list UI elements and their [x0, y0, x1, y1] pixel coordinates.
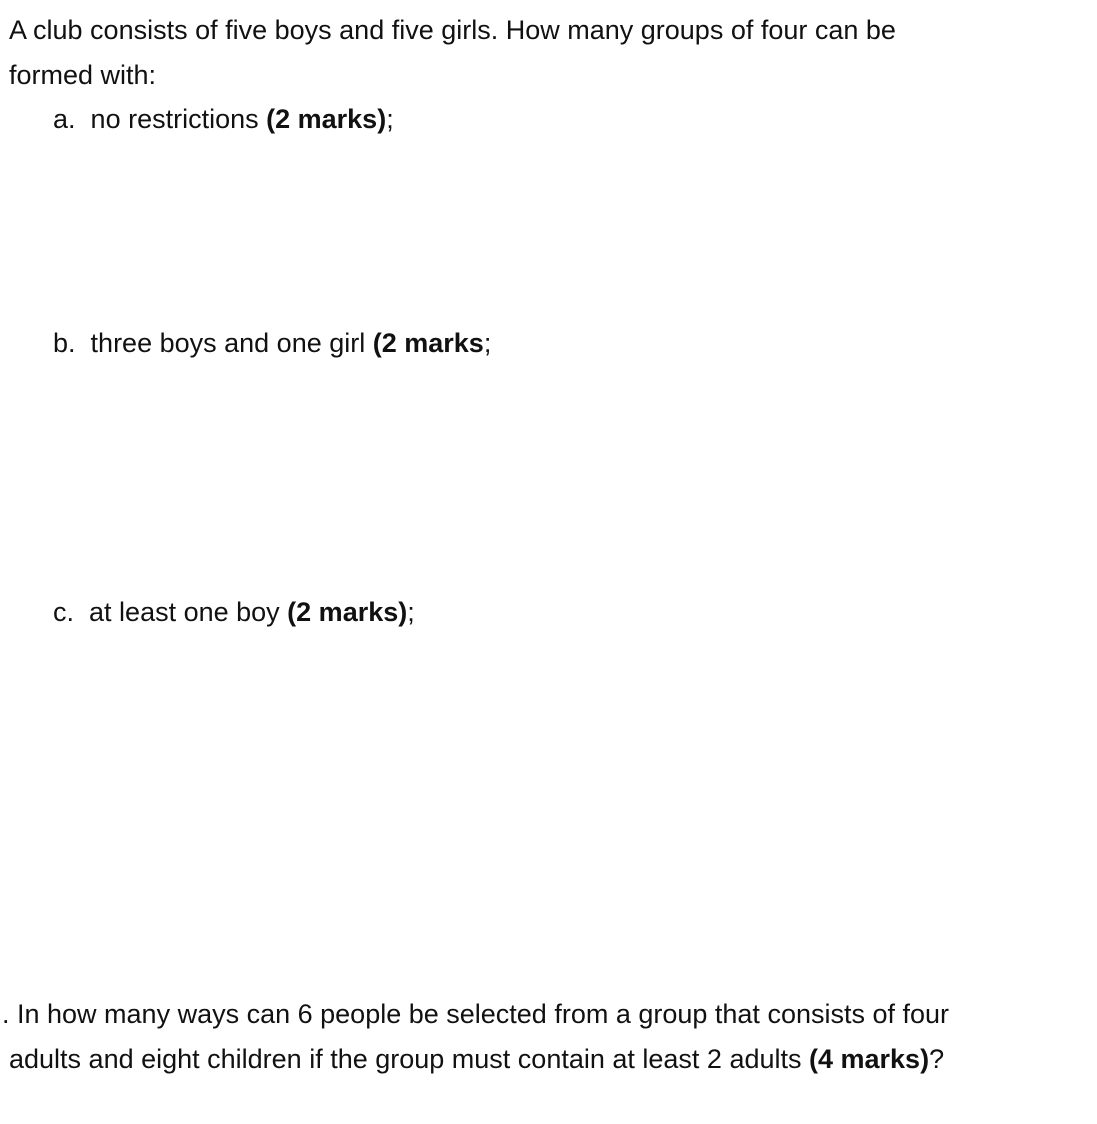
part-suffix: ; — [386, 104, 394, 134]
question2-line1: . In how many ways can 6 people be selected from a group that consists of four — [2, 999, 950, 1029]
question2-suffix: ? — [929, 1044, 945, 1074]
part-marks: (2 marks — [372, 328, 484, 358]
part-text: no restrictions — [90, 104, 267, 134]
question2-text: adults and eight children if the group must contain at least 2 adults — [9, 1044, 809, 1074]
part-marks: (2 marks) — [266, 104, 387, 134]
question1-part-b — [53, 327, 491, 359]
question1-stem-line2: formed with: — [9, 60, 157, 90]
part-suffix: ; — [483, 328, 492, 358]
part-marks: (2 marks) — [287, 597, 408, 627]
part-text: three boys and one girl — [90, 328, 373, 358]
question1-part-a — [53, 103, 394, 135]
question1-stem-line1: A club consists of five boys and five girls. How many groups of four can be — [9, 15, 896, 45]
part-label: c. — [53, 597, 75, 627]
question2-marks: (4 marks) — [809, 1044, 930, 1074]
question1-part-c — [53, 596, 415, 628]
part-label: b. — [53, 328, 76, 358]
question2-line2 — [9, 1043, 944, 1075]
part-text: at least one boy — [89, 597, 288, 627]
part-suffix: ; — [407, 597, 415, 627]
part-label: a. — [53, 104, 76, 134]
